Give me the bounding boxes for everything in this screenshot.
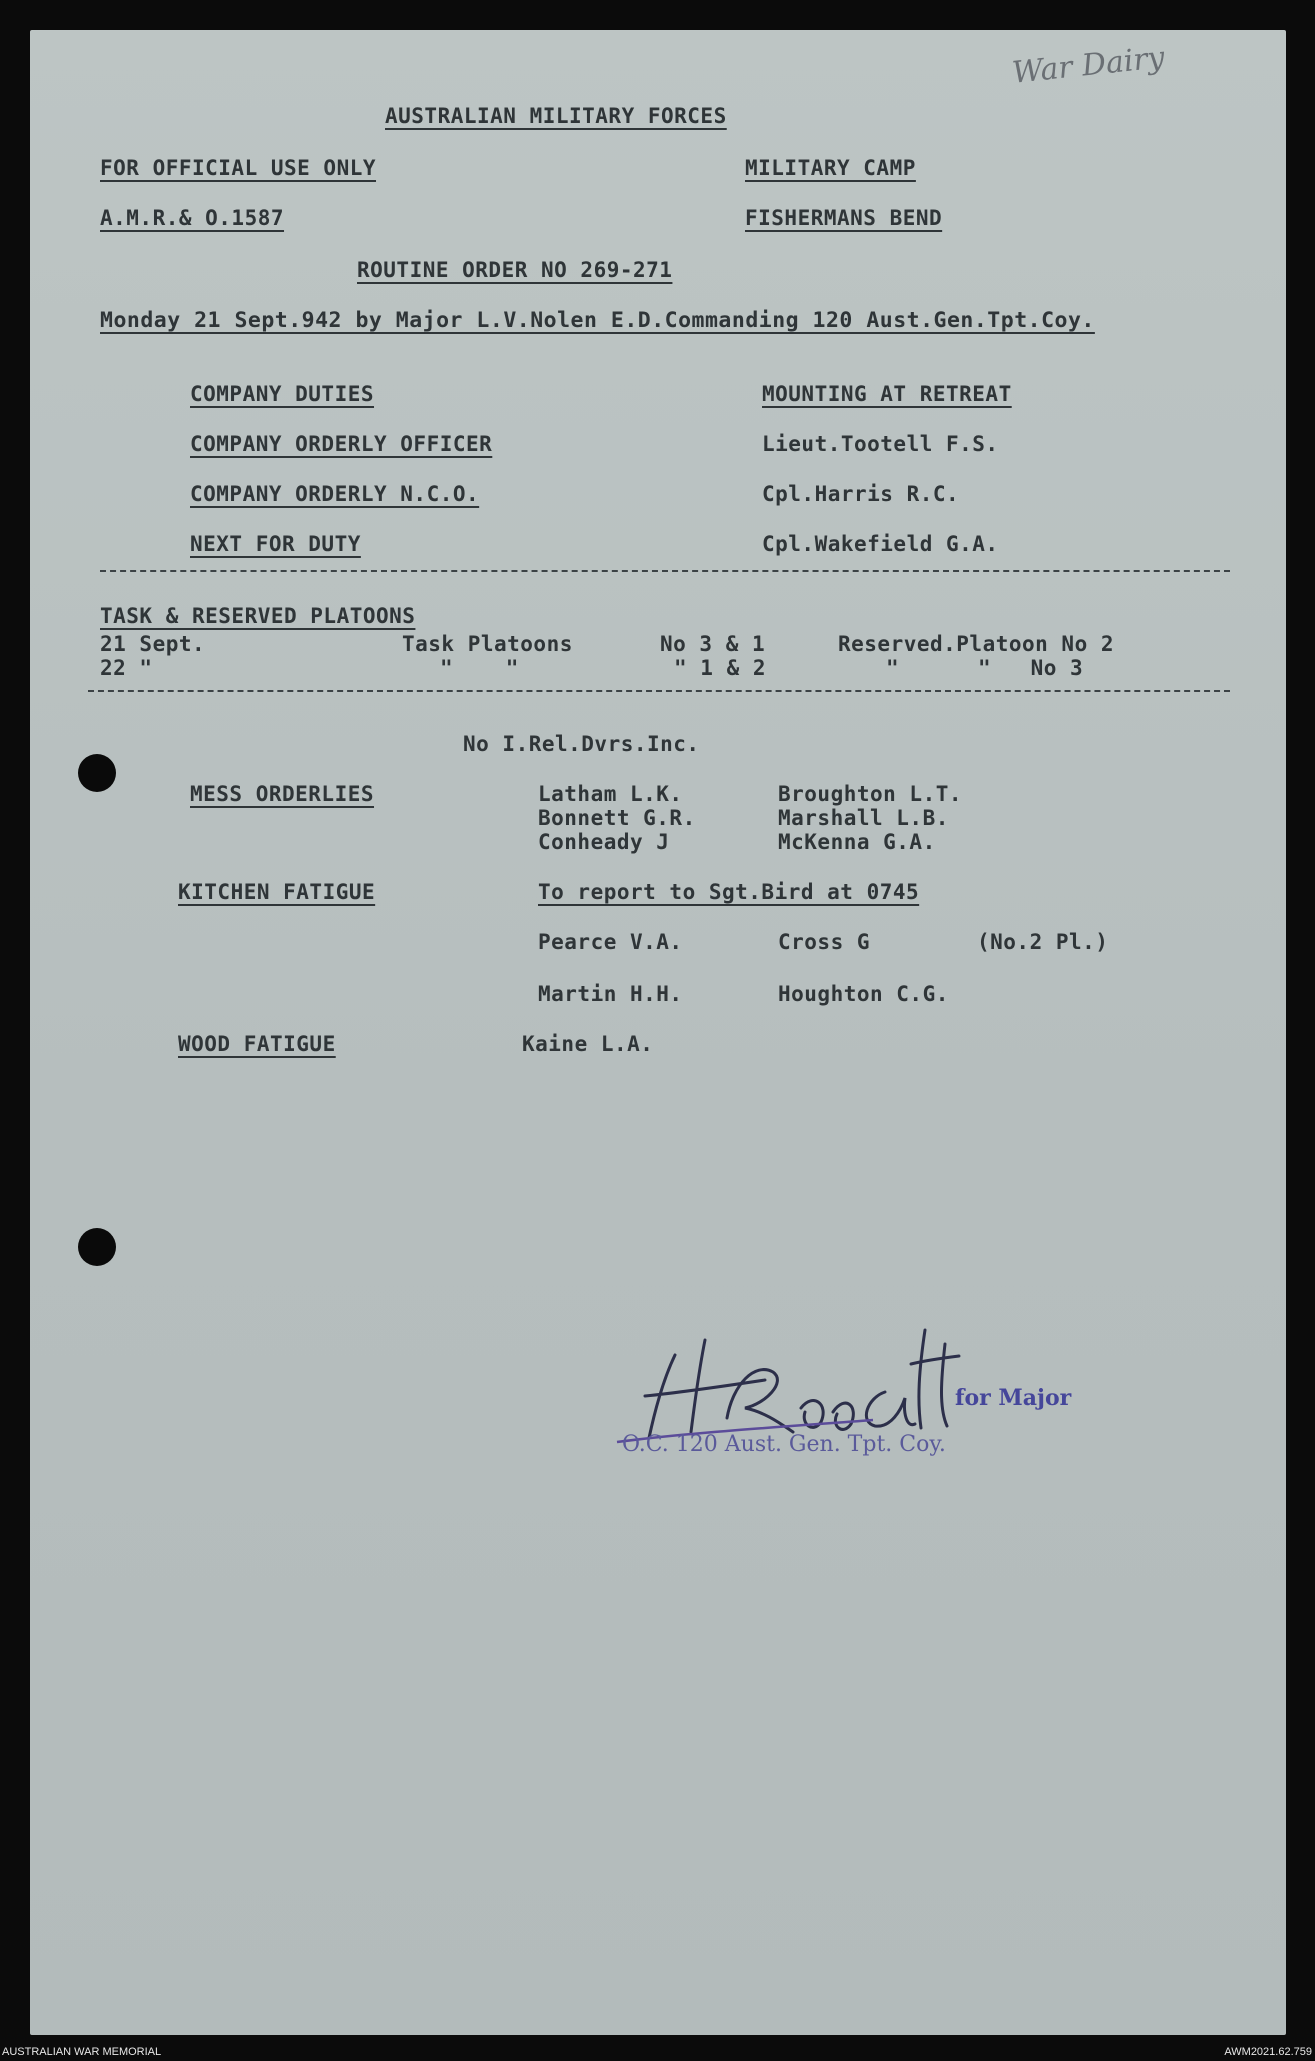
mess-orderly-name: Conheady J — [538, 830, 670, 854]
platoon-numbers: No 3 & 1 — [660, 632, 766, 656]
duty-name: Lieut.Tootell F.S. — [762, 432, 999, 456]
unit-name: No I.Rel.Dvrs.Inc. — [463, 732, 700, 756]
platoons-heading: TASK & RESERVED PLATOONS — [100, 604, 416, 628]
kitchen-fatigue-name: Pearce V.A. — [538, 930, 683, 954]
mess-orderly-name: Broughton L.T. — [778, 782, 963, 806]
dashed-divider — [100, 570, 1230, 572]
platoon-task: " " — [440, 656, 519, 680]
handwritten-annotation: War Dairy — [1010, 40, 1167, 91]
kitchen-fatigue-name: Cross G — [778, 930, 871, 954]
order-number: ROUTINE ORDER NO 269-271 — [357, 258, 673, 282]
platoon-reserved: Reserved.Platoon No 2 — [838, 632, 1115, 656]
mess-orderly-name: Latham L.K. — [538, 782, 683, 806]
mess-orderly-name: McKenna G.A. — [778, 830, 936, 854]
duty-name: Cpl.Harris R.C. — [762, 482, 960, 506]
kitchen-fatigue-name: Houghton C.G. — [778, 982, 949, 1006]
kitchen-fatigue-name: Martin H.H. — [538, 982, 683, 1006]
reference-number: A.M.R.& O.1587 — [100, 206, 285, 230]
kitchen-fatigue-platoon: (No.2 Pl.) — [977, 930, 1109, 954]
wood-fatigue-label: WOOD FATIGUE — [178, 1032, 336, 1056]
duty-name: Cpl.Wakefield G.A. — [762, 532, 999, 556]
duty-role: COMPANY ORDERLY N.C.O. — [190, 482, 480, 506]
duties-heading: COMPANY DUTIES — [190, 382, 375, 406]
kitchen-fatigue-label: KITCHEN FATIGUE — [178, 880, 376, 904]
footer-reference: AWM2021.62.759 — [1224, 2046, 1312, 2058]
platoon-task: Task Platoons — [402, 632, 573, 656]
unit-stamp: O.C. 120 Aust. Gen. Tpt. Coy. — [622, 1432, 946, 1457]
platoon-reserved: " " No 3 — [886, 656, 1084, 680]
mess-orderly-name: Marshall L.B. — [778, 806, 949, 830]
wood-fatigue-name: Kaine L.A. — [522, 1032, 654, 1056]
mess-orderly-name: Bonnett G.R. — [538, 806, 696, 830]
duty-role: COMPANY ORDERLY OFFICER — [190, 432, 493, 456]
punch-hole — [78, 754, 116, 792]
order-dateline: Monday 21 Sept.942 by Major L.V.Nolen E.D.Commanding 120 Aust.Gen.Tpt.Coy. — [100, 308, 1095, 333]
kitchen-fatigue-note: To report to Sgt.Bird at 0745 — [538, 880, 920, 904]
location-place: FISHERMANS BEND — [745, 206, 943, 230]
punch-hole — [78, 1228, 116, 1266]
mess-orderlies-label: MESS ORDERLIES — [190, 782, 375, 806]
classification: FOR OFFICIAL USE ONLY — [100, 156, 377, 180]
document-title: AUSTRALIAN MILITARY FORCES — [385, 104, 727, 128]
mounting-heading: MOUNTING AT RETREAT — [762, 382, 1012, 406]
dashed-divider — [88, 690, 1230, 692]
for-major-stamp: for Major — [955, 1385, 1072, 1411]
platoon-date: 21 Sept. — [100, 632, 206, 656]
location-camp: MILITARY CAMP — [745, 156, 916, 180]
platoon-numbers: " 1 & 2 — [674, 656, 767, 680]
footer-credit: AUSTRALIAN WAR MEMORIAL — [2, 2046, 162, 2058]
platoon-date: 22 " — [100, 656, 153, 680]
duty-role: NEXT FOR DUTY — [190, 532, 361, 556]
